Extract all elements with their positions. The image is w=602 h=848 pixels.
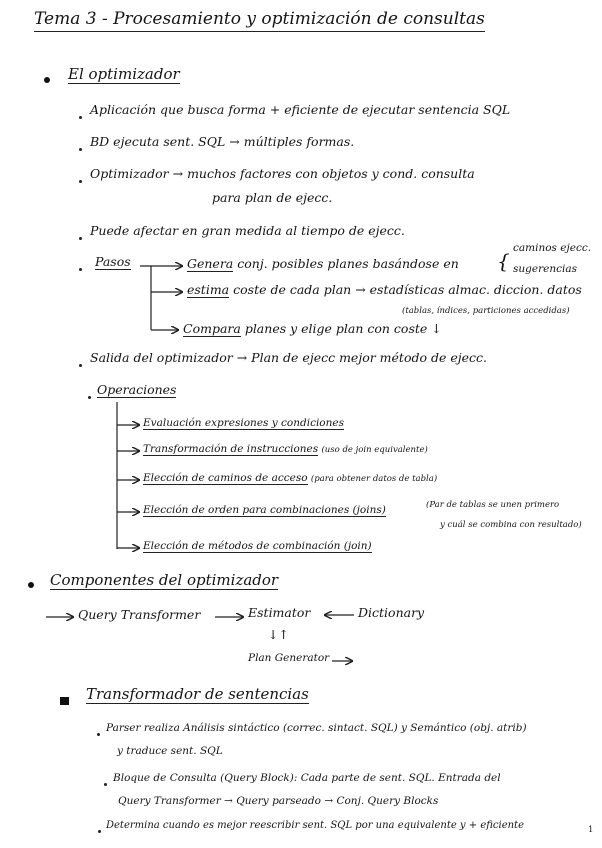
operacion-caminos-name: Elección de caminos de acceso [143,472,308,484]
operacion-caminos [143,472,437,485]
paso-genera [187,257,459,271]
plan-generator: Plan Generator [248,652,330,664]
determina-line: Determina cuando es mejor reescribir sent. SQL por una equivalente y + eficiente [106,820,524,831]
genera-brace-caminos: caminos ejecc. [513,242,592,254]
bloque-line-2: Query Transformer → Query parseado → Conj. Query Blocks [118,795,439,807]
sub-bullet [104,783,107,786]
sub-bullet [79,116,82,119]
sub-bullet [98,830,101,833]
sub-bullet [79,237,82,240]
pasos-label: Pasos [95,254,131,269]
pasos-trunk [140,266,151,330]
paso-estima-verb: estima [187,282,230,297]
optimizador-line-1: Optimizador → muchos factores con objetos y cond. consulta [90,166,475,181]
operacion-transformacion [143,443,428,456]
salida-line: Salida del optimizador → Plan de ejecc mejor método de ejecc. [90,350,487,365]
page-number: 1 [588,825,594,835]
bullet-optimizador [44,77,50,83]
bd-line: BD ejecuta sent. SQL → múltiples formas. [90,134,355,149]
heading-transformador: Transformador de sentencias [86,685,309,703]
heading-optimizador: El optimizador [68,65,180,83]
orden-note-1: (Par de tablas se unen primero [426,500,560,510]
paso-estima [187,283,582,297]
paso-genera-verb: Genera [187,256,234,271]
sub-bullet [79,148,82,151]
operacion-caminos-note: (para obtener datos de tabla) [310,474,438,484]
dictionary: Dictionary [358,605,425,620]
genera-brace-symbol: { [497,249,510,273]
puede-line: Puede afectar en gran medida al tiempo de ejecc. [90,223,405,238]
bloque-line-1: Bloque de Consulta (Query Block): Cada parte de sent. SQL. Entrada del [113,772,501,784]
orden-note-2: y cuál se combina con resultado) [440,520,582,530]
heading-componentes: Componentes del optimizador [50,571,279,589]
sub-bullet [97,733,100,736]
sub-bullet [79,364,82,367]
estimator: Estimator [248,605,311,620]
parser-line-1: Parser realiza Análisis sintáctico (correc. sintact. SQL) y Semántico (obj. atrib) [106,722,527,734]
operacion-evaluacion: Evaluación expresiones y condiciones [143,417,344,429]
query-transformer: Query Transformer [78,607,201,622]
estima-note: (tablas, índices, particiones accedidas) [402,306,570,316]
bullet-transformador [60,697,69,705]
bullet-componentes [28,582,34,588]
updown-arrows: ↓↑ [268,627,289,642]
sub-bullet [79,268,82,271]
optimizador-line-2: para plan de ejecc. [212,190,333,205]
sub-bullet [79,180,82,183]
operacion-orden: Elección de orden para combinaciones (joins) [143,504,386,516]
paso-genera-text: conj. posibles planes basándose en [237,256,459,271]
paso-compara-verb: Compara [183,321,241,336]
sub-bullet [88,396,91,399]
operaciones-label: Operaciones [97,382,177,397]
paso-estima-text: coste de cada plan → estadísticas almac. diccion. datos [233,282,582,297]
operacion-metodos: Elección de métodos de combinación (join) [143,540,372,552]
genera-brace-sugerencias: sugerencias [513,263,577,275]
paso-compara [183,322,442,336]
operacion-transformacion-name: Transformación de instrucciones [143,443,319,455]
aplicacion-line: Aplicación que busca forma + eficiente de ejecutar sentencia SQL [90,102,511,117]
page-title: Tema 3 - Procesamiento y optimización de consultas [34,10,485,32]
parser-line-2: y traduce sent. SQL [117,745,223,757]
operacion-transformacion-note: (uso de join equivalente) [321,445,428,455]
paso-compara-text: planes y elige plan con coste ↓ [244,321,442,336]
